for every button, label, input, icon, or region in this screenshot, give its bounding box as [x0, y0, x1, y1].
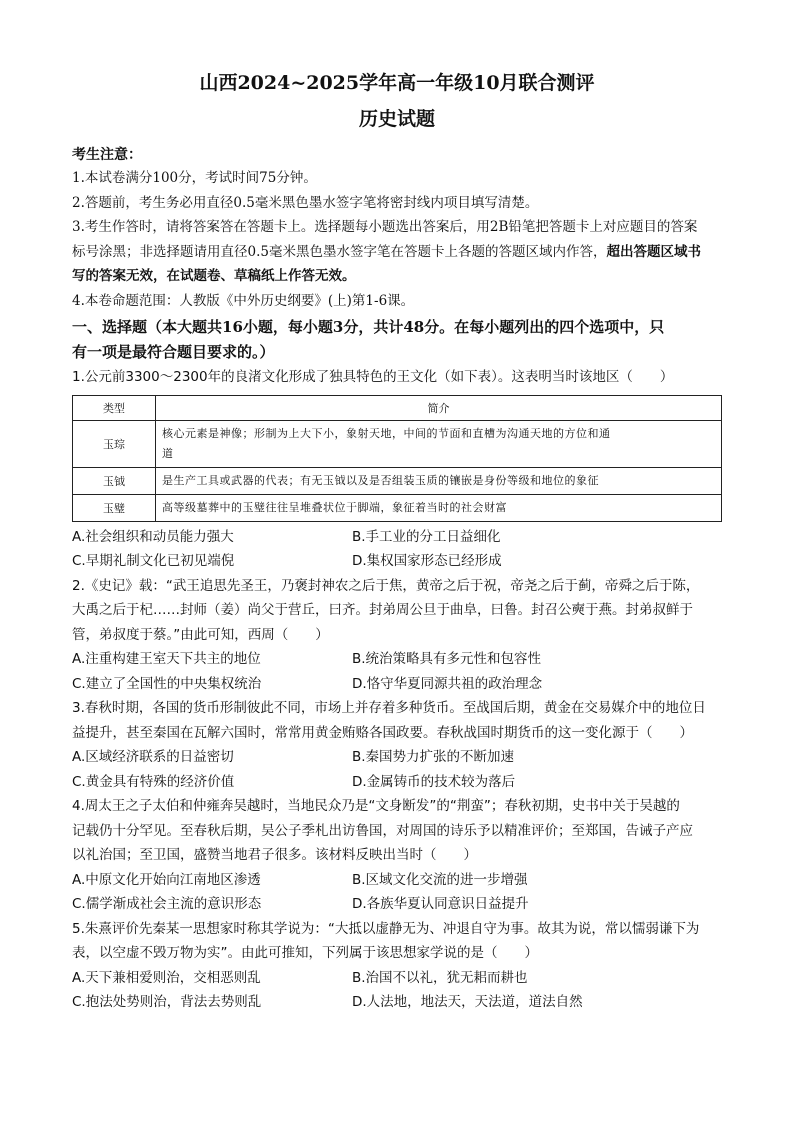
table-cell-type: 玉琮 [73, 420, 156, 467]
question-1 [72, 365, 722, 574]
exam-title: 山西2024~2025学年高一年级10月联合测评 [199, 72, 595, 94]
question-stem: 3.春秋时期，各国的货币形制彼此不同，市场上并存着多种货币。至战国后期，黄金在交易媒介中的地位日 [72, 700, 706, 716]
question-stem: 4.周太王之子太伯和仲雍奔吴越时，当地民众乃是“文身断发”的“荆蛮”；春秋初期，史书中关于吴越的 [72, 798, 680, 814]
question-stem: 1.公元前3300～2300年的良渚文化形成了独具特色的王文化（如下表）。这表明当时该地区（ ） [72, 369, 674, 385]
option-b[interactable]: B.区域文化交流的进一步增强 [352, 871, 528, 888]
option-c[interactable]: C.建立了全国性的中央集权统治 [72, 675, 262, 692]
liangzhu-jade-table [72, 395, 722, 522]
table-cell-desc [156, 420, 722, 467]
notice-heading: 考生注意： [72, 147, 142, 163]
notice-emphasis: 超出答题区域书 [606, 243, 701, 260]
notice-block [72, 144, 722, 313]
notice-text: 标号涂黑；非选择题请用直径0.5毫米黑色墨水签字笔在答题卡上各题的答题区域内作答， [72, 243, 607, 260]
notice-item-continued [72, 240, 722, 265]
option-d[interactable]: D.集权国家形态已经形成 [352, 553, 502, 569]
desc-line: 核心元素是神像；形制为上大下小，象射天地，中间的节面和直槽为沟通天地的方位和通 [162, 426, 611, 440]
option-d[interactable]: D.恪守华夏同源共祖的政治理念 [352, 675, 543, 692]
option-a[interactable]: A.区域经济联系的日益密切 [72, 749, 234, 765]
option-a[interactable]: A.注重构建王室天下共主的地位 [72, 651, 261, 667]
exam-page [72, 62, 722, 1015]
option-b[interactable]: B.秦国势力扩张的不断加速 [352, 749, 515, 765]
option-d[interactable]: D.人法地，地法天，天法道，道法自然 [352, 994, 583, 1010]
question-5 [72, 917, 722, 1015]
question-stem: 2.《史记》载：“武王追思先圣王，乃褒封神农之后于焦，黄帝之后于祝，帝尧之后于蓟，帝舜之后于陈， [72, 577, 700, 594]
options [72, 745, 722, 794]
option-c[interactable]: C.儒学渐成社会主流的意识形态 [72, 896, 262, 912]
notice-item: 1.本试卷满分100分，考试时间75分钟。 [72, 170, 317, 186]
notice-item: 4.本卷命题范围：人教版《中外历史纲要》(上)第1-6课。 [72, 292, 415, 309]
table-row [73, 467, 722, 494]
question-stem: 表，以空虚不毁万物为实”。由此可推知，下列属于该思想家学说的是（ ） [72, 945, 538, 961]
option-a[interactable]: A.社会组织和动员能力强大 [72, 528, 234, 545]
option-c[interactable]: C.抱法处势则治，背法去势则乱 [72, 994, 262, 1010]
option-c[interactable]: C.黄金具有特殊的经济价值 [72, 773, 235, 790]
options [72, 647, 722, 696]
table-cell-type: 玉璧 [73, 494, 156, 521]
option-d[interactable]: D.金属铸币的技术较为落后 [352, 773, 516, 790]
question-stem: 记载仍十分罕见。至春秋后期，吴公子季札出访鲁国，对周国的诗乐予以精准评价；至郑国，告诫子产应 [72, 822, 693, 839]
exam-subtitle: 历史试题 [358, 108, 435, 130]
table-row [73, 494, 722, 521]
question-stem: 管，弟叔度于蔡。”由此可知，西周（ ） [72, 626, 329, 643]
notice-item: 2.答题前，考生务必用直径0.5毫米黑色墨水签字笔将密封线内项目填写清楚。 [72, 194, 539, 211]
table-cell-type: 玉钺 [73, 467, 156, 494]
table-row [73, 420, 722, 467]
options [72, 868, 722, 917]
option-b[interactable]: B.统治策略具有多元性和包容性 [352, 651, 542, 667]
question-stem: 益提升，甚至秦国在瓦解六国时，常常用黄金贿赂各国政要。春秋战国时期货币的这一变化源于（ ） [72, 724, 693, 741]
question-2 [72, 574, 722, 697]
table-header-type: 类型 [73, 395, 156, 420]
question-3 [72, 696, 722, 794]
table-cell-desc: 是生产工具或武器的代表；有无玉钺以及是否组装玉质的镶嵌是身份等级和地位的象征 [156, 467, 722, 494]
option-a[interactable]: A.中原文化开始向江南地区渗透 [72, 871, 261, 888]
option-c[interactable]: C.早期礼制文化已初见端倪 [72, 553, 235, 569]
notice-emphasis: 写的答案无效，在试题卷、草稿纸上作答无效。 [72, 268, 356, 284]
table-cell-desc: 高等级墓葬中的玉璧往往呈堆叠状位于脚端，象征着当时的社会财富 [156, 494, 722, 521]
option-b[interactable]: B.手工业的分工日益细化 [352, 528, 501, 545]
table-header-desc: 简介 [156, 395, 722, 420]
options [72, 966, 722, 1015]
question-stem: 以礼治国；至卫国，盛赞当地君子很多。该材料反映出当时（ ） [72, 847, 477, 863]
question-stem: 大禹之后于杞……封师（姜）尚父于营丘，曰齐。封弟周公旦于曲阜，曰鲁。封召公奭于燕。封弟叔鲜于 [72, 602, 693, 618]
option-d[interactable]: D.各族华夏认同意识日益提升 [352, 896, 529, 912]
option-b[interactable]: B.治国不以礼，犹无耜而耕也 [352, 969, 528, 986]
question-stem: 5.朱熹评价先秦某一思想家时称其学说为：“大抵以虚静无为、冲退自守为事。故其为说，常以懦弱谦下为 [72, 920, 700, 937]
question-4 [72, 794, 722, 917]
section-heading: 一、选择题（本大题共16小题，每小题3分，共计48分。在每小题列出的四个选项中，只 [72, 318, 665, 336]
options [72, 525, 722, 574]
section-heading: 有一项是最符合题目要求的。） [72, 343, 275, 361]
notice-item: 3.考生作答时，请将答案答在答题卡上。选择题每小题选出答案后，用2B铅笔把答题卡上对应题目的答案 [72, 219, 698, 235]
desc-line: 道 [162, 446, 174, 460]
option-a[interactable]: A.天下兼相爱则治，交相恶则乱 [72, 969, 261, 986]
